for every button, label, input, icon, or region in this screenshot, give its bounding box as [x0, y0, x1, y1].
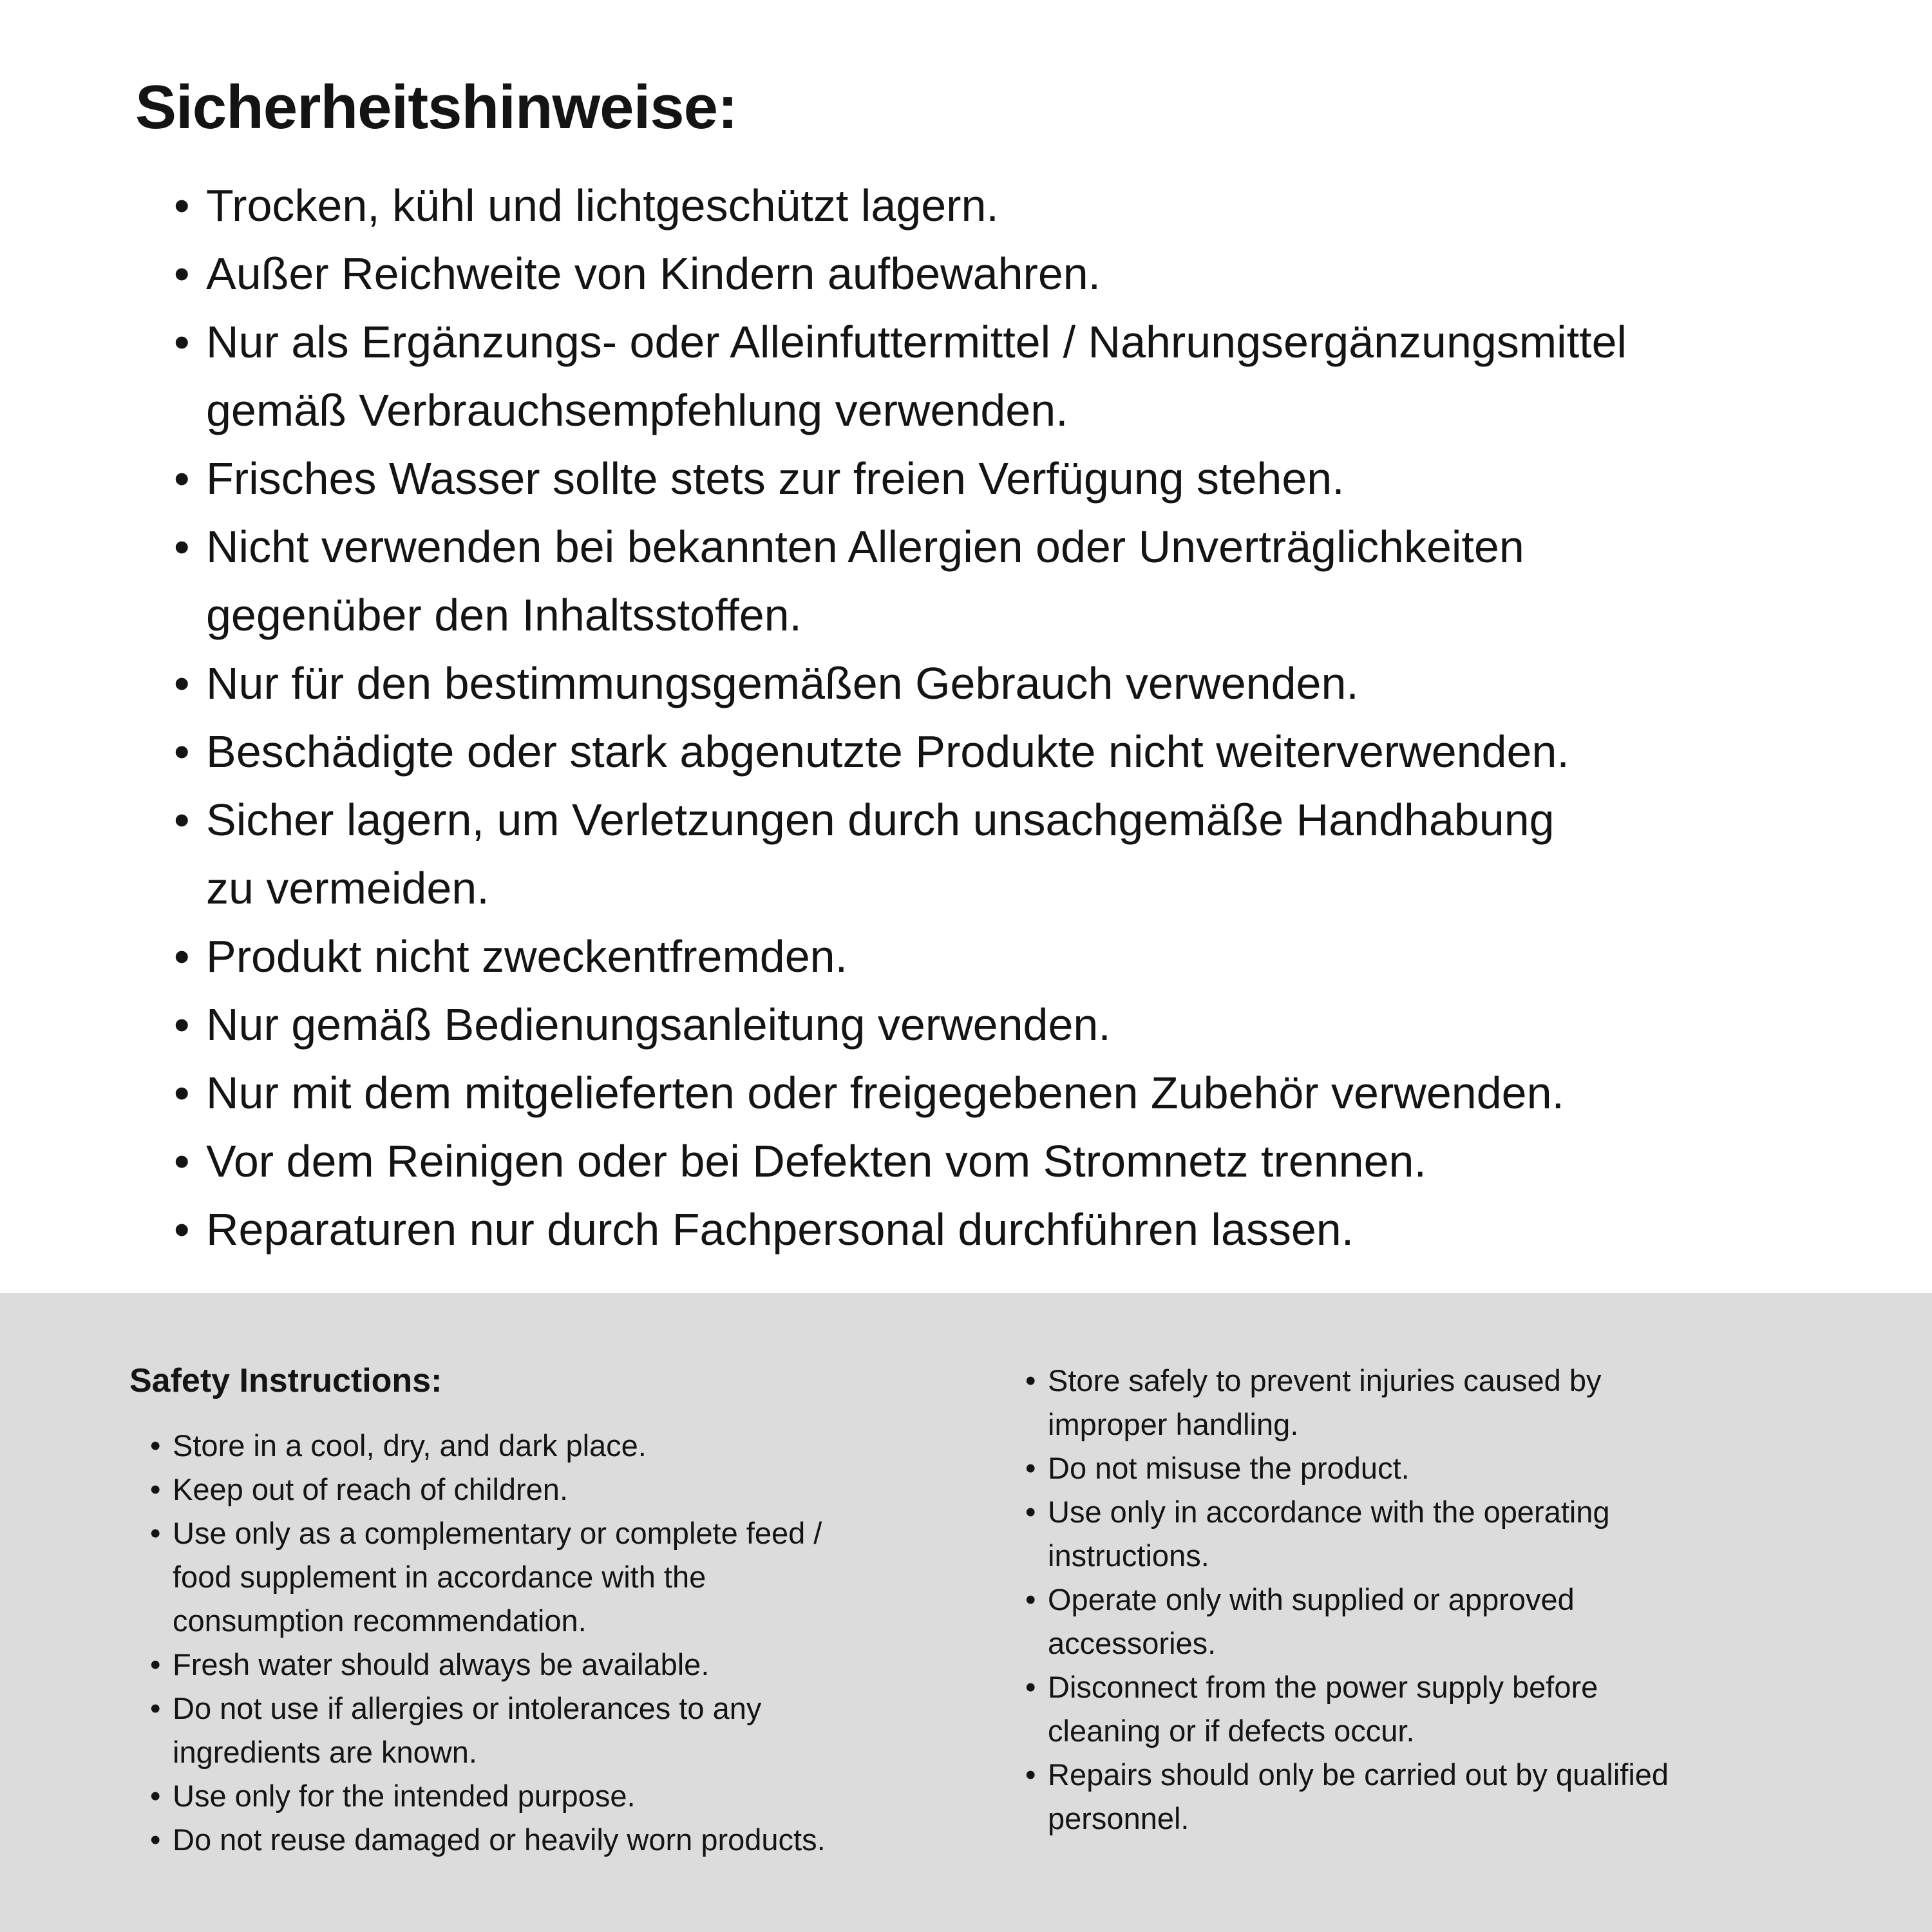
list-item — [129, 1774, 1005, 1818]
bullet-icon: • — [1025, 1757, 1036, 1792]
list-item — [129, 1643, 1005, 1687]
list-item — [135, 171, 1829, 240]
bullet-text: Frisches Wasser sollte stets zur freien Verfügung stehen. — [206, 453, 1345, 504]
list-item — [129, 1424, 1005, 1468]
bullet-icon: • — [150, 1823, 161, 1857]
german-section-title: Sicherheitshinweise: — [135, 73, 737, 142]
list-item — [129, 1468, 1005, 1511]
bullet-icon: • — [150, 1691, 161, 1725]
bullet-text: Use only as a complementary or complete feed / — [173, 1516, 822, 1550]
bullet-line-continuation — [135, 376, 1829, 444]
english-section-title: Safety Instructions: — [129, 1362, 442, 1399]
bullet-icon: • — [150, 1428, 161, 1463]
bullet-icon: • — [174, 180, 190, 231]
bullet-icon: • — [1025, 1670, 1036, 1704]
bullet-icon: • — [150, 1779, 161, 1813]
bullet-icon: • — [1025, 1451, 1036, 1485]
bullet-text: zu vermeiden. — [206, 863, 489, 913]
bullet-icon: • — [174, 1136, 190, 1186]
bullet-text: Repairs should only be carried out by qualified — [1048, 1757, 1669, 1792]
bullet-text: Sicher lagern, um Verletzungen durch unsachgemäße Handhabung — [206, 795, 1555, 845]
bullet-text: Nur als Ergänzungs- oder Alleinfuttermittel / Nahrungsergänzungsmittel — [206, 317, 1627, 367]
bullet-line — [129, 1774, 1005, 1818]
bullet-icon: • — [174, 658, 190, 708]
bullet-line — [1005, 1578, 1868, 1622]
list-item — [135, 649, 1829, 717]
list-item — [1005, 1490, 1868, 1578]
bullet-text: Nur mit dem mitgelieferten oder freigegebenen Zubehör verwenden. — [206, 1068, 1564, 1118]
bullet-text: gemäß Verbrauchsempfehlung verwenden. — [206, 385, 1068, 435]
list-item — [135, 1059, 1829, 1127]
bullet-line-continuation — [1005, 1709, 1868, 1753]
bullet-line — [135, 649, 1829, 717]
bullet-icon: • — [174, 453, 190, 504]
bullet-text: Außer Reichweite von Kindern aufbewahren. — [206, 249, 1101, 299]
list-item — [1005, 1578, 1868, 1665]
bullet-line — [129, 1818, 1005, 1862]
bullet-line — [135, 1195, 1829, 1264]
bullet-icon: • — [174, 795, 190, 845]
bullet-text: food supplement in accordance with the — [173, 1560, 706, 1594]
bullet-text: Store safely to prevent injuries caused by — [1048, 1363, 1602, 1397]
bullet-line-continuation — [1005, 1797, 1868, 1841]
bullet-line-continuation — [129, 1555, 1005, 1599]
english-right-column — [1005, 1359, 1868, 1841]
english-bullet-list-right — [1005, 1359, 1868, 1841]
bullet-line-continuation — [129, 1730, 1005, 1774]
bullet-icon: • — [1025, 1582, 1036, 1616]
bullet-line — [135, 717, 1829, 786]
bullet-text: Use only for the intended purpose. — [173, 1779, 636, 1813]
bullet-icon: • — [150, 1516, 161, 1550]
list-item — [1005, 1753, 1868, 1841]
bullet-text: Do not reuse damaged or heavily worn products. — [173, 1823, 826, 1857]
list-item — [135, 786, 1829, 922]
bullet-icon: • — [150, 1472, 161, 1506]
bullet-text: Disconnect from the power supply before — [1048, 1670, 1598, 1704]
german-bullet-list — [135, 171, 1829, 1264]
bullet-text: Beschädigte oder stark abgenutzte Produkte nicht weiterverwenden. — [206, 726, 1569, 777]
bullet-text: gegenüber den Inhaltsstoffen. — [206, 590, 802, 640]
list-item — [135, 1127, 1829, 1195]
bullet-line-continuation — [1005, 1403, 1868, 1446]
bullet-line — [135, 922, 1829, 990]
list-item — [135, 240, 1829, 308]
bullet-text: Nur für den bestimmungsgemäßen Gebrauch verwenden. — [206, 658, 1359, 708]
bullet-text: consumption recommendation. — [173, 1604, 587, 1638]
bullet-text: instructions. — [1048, 1539, 1209, 1573]
bullet-icon: • — [174, 1068, 190, 1118]
bullet-text: Trocken, kühl und lichtgeschützt lagern. — [206, 180, 999, 231]
bullet-line — [135, 308, 1829, 376]
list-item — [129, 1511, 1005, 1643]
bullet-line — [135, 786, 1829, 854]
bullet-line-continuation — [1005, 1534, 1868, 1578]
english-safety-section — [0, 1293, 1932, 1932]
bullet-text: Keep out of reach of children. — [173, 1472, 569, 1506]
english-bullet-list-left — [129, 1424, 1005, 1862]
bullet-line — [135, 513, 1829, 581]
bullet-icon: • — [174, 249, 190, 299]
bullet-icon: • — [174, 999, 190, 1050]
list-item — [135, 922, 1829, 990]
list-item — [1005, 1446, 1868, 1490]
bullet-line — [129, 1511, 1005, 1555]
bullet-line — [129, 1643, 1005, 1687]
bullet-line — [1005, 1753, 1868, 1797]
bullet-text: Produkt nicht zweckentfremden. — [206, 931, 848, 981]
bullet-text: Operate only with supplied or approved — [1048, 1582, 1575, 1616]
list-item — [135, 717, 1829, 786]
bullet-text: Vor dem Reinigen oder bei Defekten vom Stromnetz trennen. — [206, 1136, 1426, 1186]
bullet-line — [129, 1468, 1005, 1511]
bullet-line-continuation — [135, 581, 1829, 649]
bullet-line — [1005, 1490, 1868, 1534]
bullet-text: cleaning or if defects occur. — [1048, 1714, 1415, 1748]
bullet-icon: • — [174, 726, 190, 777]
bullet-text: Fresh water should always be available. — [173, 1647, 710, 1681]
bullet-text: Reparaturen nur durch Fachpersonal durchführen lassen. — [206, 1204, 1354, 1255]
list-item — [135, 513, 1829, 649]
list-item — [129, 1818, 1005, 1862]
bullet-text: Nur gemäß Bedienungsanleitung verwenden. — [206, 999, 1111, 1050]
bullet-line-continuation — [135, 854, 1829, 922]
bullet-line — [1005, 1665, 1868, 1709]
bullet-line — [135, 240, 1829, 308]
bullet-text: Do not misuse the product. — [1048, 1451, 1410, 1485]
bullet-text: Use only in accordance with the operating — [1048, 1495, 1610, 1529]
bullet-icon: • — [150, 1647, 161, 1681]
bullet-text: Do not use if allergies or intolerances to any — [173, 1691, 762, 1725]
bullet-text: personnel. — [1048, 1801, 1189, 1835]
bullet-icon: • — [1025, 1363, 1036, 1397]
bullet-line — [135, 171, 1829, 240]
list-item — [1005, 1359, 1868, 1446]
bullet-text: ingredients are known. — [173, 1735, 477, 1769]
bullet-line-continuation — [129, 1599, 1005, 1643]
bullet-line — [1005, 1359, 1868, 1403]
list-item — [1005, 1665, 1868, 1753]
bullet-text: Store in a cool, dry, and dark place. — [173, 1428, 647, 1463]
english-left-column — [129, 1359, 1005, 1862]
bullet-line-continuation — [1005, 1622, 1868, 1665]
bullet-line — [129, 1424, 1005, 1468]
bullet-text: Nicht verwenden bei bekannten Allergien oder Unverträglichkeiten — [206, 522, 1524, 572]
list-item — [135, 990, 1829, 1059]
list-item — [129, 1687, 1005, 1774]
bullet-icon: • — [174, 931, 190, 981]
bullet-line — [135, 444, 1829, 513]
bullet-line — [135, 1127, 1829, 1195]
bullet-icon: • — [174, 317, 190, 367]
bullet-icon: • — [1025, 1495, 1036, 1529]
bullet-line — [135, 1059, 1829, 1127]
bullet-line — [135, 990, 1829, 1059]
bullet-line — [1005, 1446, 1868, 1490]
bullet-text: improper handling. — [1048, 1407, 1299, 1441]
list-item — [135, 444, 1829, 513]
list-item — [135, 308, 1829, 444]
bullet-text: accessories. — [1048, 1626, 1217, 1660]
list-item — [135, 1195, 1829, 1264]
bullet-line — [129, 1687, 1005, 1730]
bullet-icon: • — [174, 522, 190, 572]
bullet-icon: • — [174, 1204, 190, 1255]
